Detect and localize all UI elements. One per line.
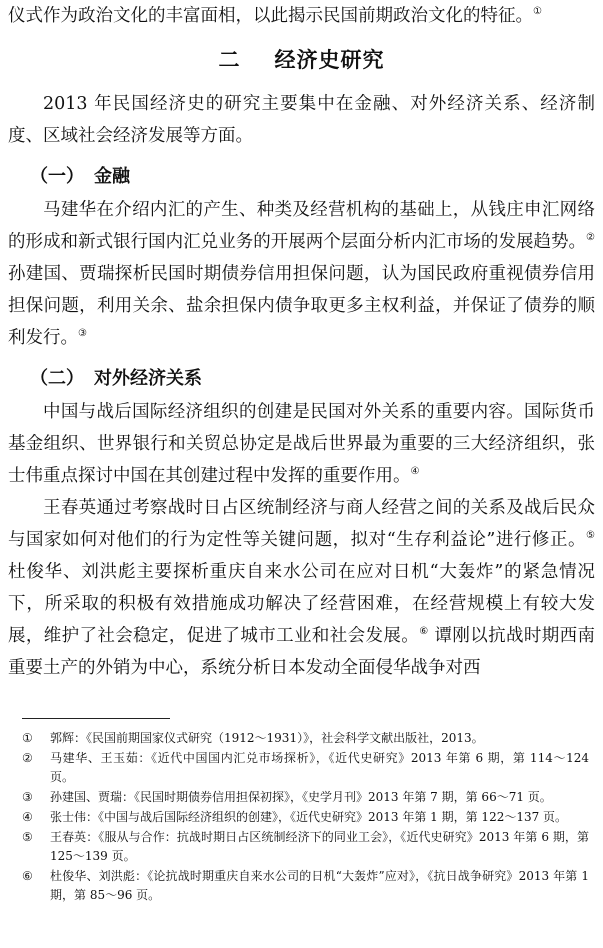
- paragraph-text: 杜俊华、刘洪彪主要探析重庆自来水公司在应对日机“大轰炸”的紧急情况下，所采取的积极有效措施成功解决了经营困难，在经营规模上有较大发展，维护了社会稳定，促进了城市工业和社会发展。: [8, 562, 595, 646]
- footnote-text: 郭辉：《民国前期国家仪式研究（1912～1931）》，社会科学文献出版社，2013。: [50, 731, 484, 745]
- footnote-divider: [22, 718, 170, 719]
- footnote-mark: ⑤: [22, 830, 33, 844]
- footnote-text: 孙建国、贾瑞：《民国时期债券信用担保初探》，《史学月刊》2013 年第 7 期，第 66～71 页。: [50, 790, 552, 804]
- footnote-text: 马建华、王玉茹：《近代中国国内汇兑市场探析》，《近代史研究》2013 年第 6 期，第 114～124 页。: [50, 751, 589, 784]
- paragraph-text: 孙建国、贾瑞探析民国时期债券信用担保问题，认为国民政府重视债券信用担保问题，利用关余、盐余担保内债争取更多主权利益，并保证了债券的顺利发行。: [8, 264, 595, 348]
- footnotes: [8, 729, 595, 905]
- footnote-item: [22, 808, 589, 827]
- section-number: 二: [218, 48, 241, 72]
- footnote-ref-5[interactable]: ⑤: [586, 530, 595, 542]
- paragraph-text: 仪式作为政治文化的丰富面相，以此揭示民国前期政治文化的特征。: [8, 6, 533, 26]
- foreign-paragraph-1: [8, 396, 595, 492]
- paragraph-text: 中国与战后国际经济组织的创建是民国对外关系的重要内容。国际货币基金组织、世界银行和关贸总协定是战后世界最为重要的三大经济组织，张士伟重点探讨中国在其创建过程中发挥的重要作用。: [8, 402, 595, 486]
- footnote-mark: ①: [22, 731, 33, 745]
- subsection-title: 对外经济关系: [94, 368, 202, 389]
- subsection-title: 金融: [94, 166, 130, 187]
- subsection-heading-finance: [30, 162, 595, 188]
- footnote-ref-4[interactable]: ④: [410, 466, 420, 478]
- footnote-item: [22, 788, 589, 807]
- footnote-text: 杜俊华、刘洪彪：《论抗战时期重庆自来水公司的日机“大轰炸”应对》，《抗日战争研究》2013 年第 1 期，第 85～96 页。: [50, 869, 589, 902]
- footnote-item: [22, 729, 589, 748]
- finance-paragraph: [8, 194, 595, 354]
- foreign-paragraph-2: [8, 492, 595, 684]
- footnote-mark: ②: [22, 751, 33, 765]
- section-heading: [8, 44, 595, 74]
- paragraph-text: 王春英通过考察战时日占区统制经济与商人经营之间的关系及战后民众与国家如何对他们的行为定性等关键问题，拟对“生存利益论”进行修正。: [8, 498, 595, 550]
- footnote-ref-2[interactable]: ②: [586, 232, 595, 244]
- footnote-ref-3[interactable]: ③: [78, 328, 87, 340]
- subsection-number: （一）: [30, 166, 84, 187]
- footnote-text: 张士伟：《中国与战后国际经济组织的创建》，《近代史研究》2013 年第 1 期，第 122～137 页。: [50, 810, 568, 824]
- footnote-ref-1[interactable]: ①: [533, 6, 542, 18]
- footnote-item: [22, 749, 589, 787]
- footnote-item: [22, 828, 589, 866]
- subsection-number: （二）: [30, 368, 84, 389]
- paragraph-text: 谭刚以抗战时期西南重要土产的外销为中心，系统分析日本发动全面侵华战争对西: [8, 626, 596, 678]
- continuation-paragraph: [8, 0, 595, 32]
- footnote-mark: ③: [22, 790, 33, 804]
- footnote-ref-6[interactable]: ⑥: [419, 626, 429, 638]
- intro-paragraph: 2013 年民国经济史的研究主要集中在金融、对外经济关系、经济制度、区域社会经济发展等方面。: [8, 94, 595, 146]
- footnote-item: [22, 867, 589, 905]
- footnote-mark: ⑥: [22, 869, 33, 883]
- subsection-heading-foreign-economic: [30, 364, 595, 390]
- paragraph-text: 马建华在介绍内汇的产生、种类及经营机构的基础上，从钱庄申汇网络的形成和新式银行国内汇兑业务的开展两个层面分析内汇市场的发展趋势。: [8, 200, 595, 252]
- section-title: 经济史研究: [274, 48, 385, 72]
- footnote-text: 王春英：《服从与合作：抗战时期日占区统制经济下的同业工会》，《近代史研究》2013 年第 6 期，第 125～139 页。: [50, 830, 589, 863]
- footnote-mark: ④: [22, 810, 33, 824]
